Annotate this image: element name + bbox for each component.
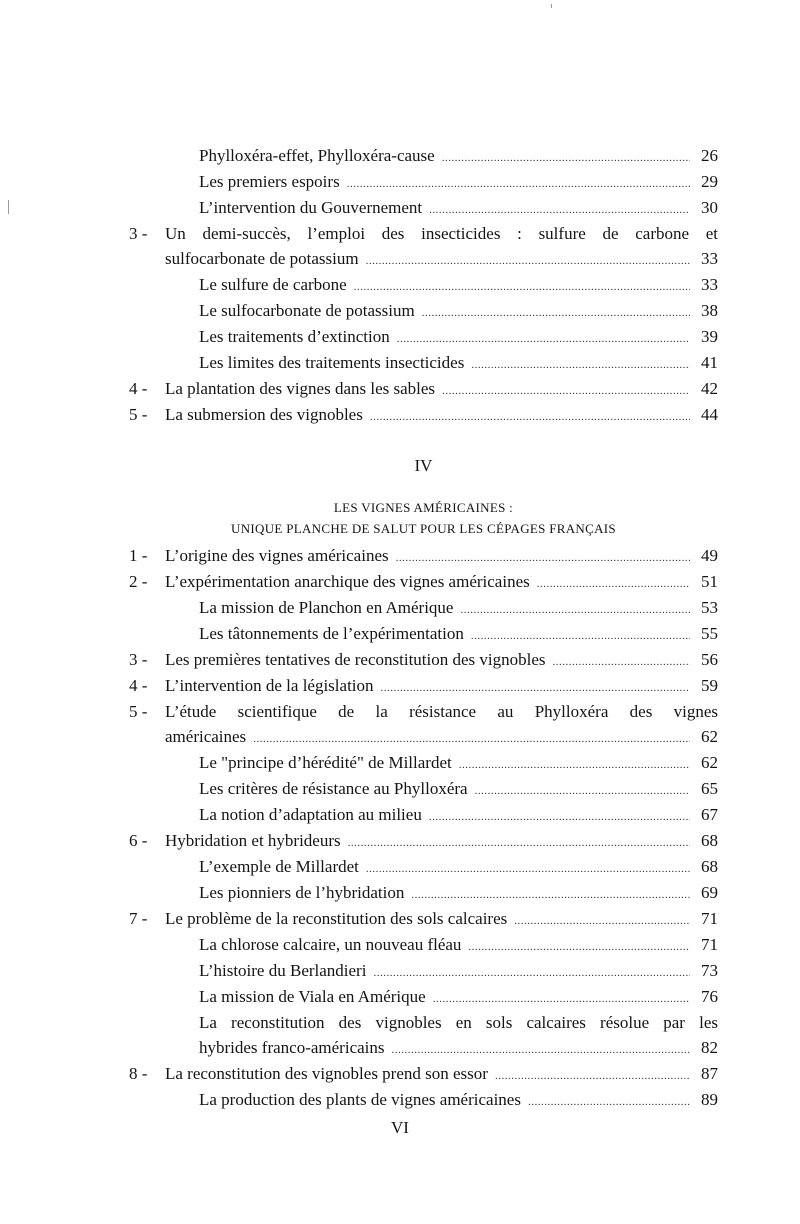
toc-entry-page: 30 bbox=[701, 198, 718, 217]
toc-entry-title: Les premiers espoirs bbox=[199, 172, 340, 191]
toc-entry-title: Les traitements d’extinction bbox=[199, 327, 390, 346]
dot-leader bbox=[442, 146, 690, 171]
toc-entry bbox=[129, 984, 718, 1009]
dot-leader bbox=[475, 779, 690, 804]
toc-entry bbox=[129, 1087, 718, 1112]
toc-entry-number: 3 - bbox=[129, 224, 148, 243]
toc-entry-number: 6 - bbox=[129, 831, 148, 850]
toc-entry-page: 82 bbox=[701, 1038, 718, 1057]
dot-leader bbox=[370, 405, 690, 430]
toc-entry bbox=[129, 298, 718, 323]
toc-entry bbox=[129, 647, 718, 672]
toc-entry-title: américaines bbox=[165, 727, 247, 746]
toc-entry-title: La chlorose calcaire, un nouveau fléau bbox=[199, 935, 462, 954]
toc-entry-title: La plantation des vignes dans les sables bbox=[165, 379, 436, 398]
toc-entry-title: L’exemple de Millardet bbox=[199, 857, 359, 876]
toc-entry-page: 39 bbox=[701, 327, 718, 346]
toc-entry-title: La reconstitution des vignobles prend son essor bbox=[165, 1064, 488, 1083]
toc-entry-page: 65 bbox=[701, 779, 718, 798]
toc-entry-page: 51 bbox=[701, 572, 718, 591]
toc-entry bbox=[129, 1010, 718, 1060]
toc-entry-title: Le "principe d’hérédité" de Millardet bbox=[199, 753, 452, 772]
toc-entry-title: Les premières tentatives de reconstitution des vignobles bbox=[165, 650, 546, 669]
toc-entry bbox=[129, 272, 718, 297]
toc-entry-number: 4 - bbox=[129, 379, 148, 398]
toc-entry bbox=[129, 932, 718, 957]
toc-entry-title: Phylloxéra-effet, Phylloxéra-cause bbox=[199, 146, 435, 165]
toc-entry-title: L’étude scientifique de la résistance au Phylloxéra des vignes bbox=[165, 702, 718, 721]
toc-entry bbox=[129, 828, 718, 853]
toc-entry-page: 56 bbox=[701, 650, 718, 669]
toc-entry-page: 42 bbox=[701, 379, 718, 398]
dot-leader bbox=[347, 172, 690, 197]
toc-entry-title: Le sulfure de carbone bbox=[199, 275, 347, 294]
toc-entry bbox=[129, 802, 718, 827]
toc-entry bbox=[129, 350, 718, 375]
toc-entry-number: 4 - bbox=[129, 676, 148, 695]
toc-entry-title: Les limites des traitements insecticides bbox=[199, 353, 465, 372]
toc-entry-number: 8 - bbox=[129, 1064, 148, 1083]
dot-leader bbox=[459, 753, 690, 778]
toc-entry-title: La production des plants de vignes américaines bbox=[199, 1090, 521, 1109]
toc-entry-page: 68 bbox=[701, 857, 718, 876]
dot-leader bbox=[397, 327, 690, 352]
toc-entry bbox=[129, 854, 718, 879]
toc-entry-page: 71 bbox=[701, 935, 718, 954]
toc-entry bbox=[129, 143, 718, 168]
dot-leader bbox=[442, 379, 690, 404]
toc-entry bbox=[129, 169, 718, 194]
toc-entry-page: 41 bbox=[701, 353, 718, 372]
dot-leader bbox=[366, 249, 690, 274]
dot-leader bbox=[495, 1064, 690, 1089]
toc-entry bbox=[129, 958, 718, 983]
toc-entry-number: 7 - bbox=[129, 909, 148, 928]
toc-entry bbox=[129, 376, 718, 401]
toc-entry-page: 89 bbox=[701, 1090, 718, 1109]
dot-leader bbox=[460, 598, 690, 623]
dot-leader bbox=[514, 909, 690, 934]
dot-leader bbox=[392, 1038, 691, 1063]
dot-leader bbox=[348, 831, 690, 856]
toc-entry-page: 53 bbox=[701, 598, 718, 617]
dot-leader bbox=[411, 883, 690, 908]
dot-leader bbox=[433, 987, 690, 1012]
toc-entry-title: La submersion des vignobles bbox=[165, 405, 363, 424]
toc-entry-title: Hybridation et hybrideurs bbox=[165, 831, 341, 850]
toc-entry-page: 29 bbox=[701, 172, 718, 191]
toc-entry bbox=[129, 543, 718, 568]
toc-entry-title: Les pionniers de l’hybridation bbox=[199, 883, 405, 902]
toc-entry-page: 44 bbox=[701, 405, 718, 424]
dot-leader bbox=[471, 353, 690, 378]
toc-entry-page: 62 bbox=[701, 753, 718, 772]
toc-entry-number: 2 - bbox=[129, 572, 148, 591]
toc-entry bbox=[129, 569, 718, 594]
toc-entry-title: Le problème de la reconstitution des sols calcaires bbox=[165, 909, 508, 928]
toc-entry-title: Un demi-succès, l’emploi des insecticides : sulfure de carbone et bbox=[165, 224, 718, 243]
toc-entry-page: 33 bbox=[701, 275, 718, 294]
toc-entry-number: 5 - bbox=[129, 405, 148, 424]
toc-entry bbox=[129, 195, 718, 220]
toc-entry-number: 1 - bbox=[129, 546, 148, 565]
dot-leader bbox=[354, 275, 690, 300]
toc-entry-page: 33 bbox=[701, 249, 718, 268]
toc-entry-title: Le sulfocarbonate de potassium bbox=[199, 301, 415, 320]
toc-entry-title: L’intervention du Gouvernement bbox=[199, 198, 423, 217]
dot-leader bbox=[429, 805, 690, 830]
toc-entry-title: La mission de Planchon en Amérique bbox=[199, 598, 454, 617]
toc-entry-page: 69 bbox=[701, 883, 718, 902]
dot-leader bbox=[471, 624, 690, 649]
dot-leader bbox=[429, 198, 690, 223]
toc-entry bbox=[129, 880, 718, 905]
toc-entry-number: 5 - bbox=[129, 702, 148, 721]
dot-leader bbox=[396, 546, 690, 571]
toc-entry-page: 68 bbox=[701, 831, 718, 850]
toc-entry-title: L’intervention de la législation bbox=[165, 676, 374, 695]
dot-leader bbox=[528, 1090, 690, 1115]
part-subtitle: UNIQUE PLANCHE DE SALUT POUR LES CÉPAGES FRANÇAIS bbox=[231, 521, 616, 536]
toc-entry-title: Les critères de résistance au Phylloxéra bbox=[199, 779, 468, 798]
toc-entry-page: 71 bbox=[701, 909, 718, 928]
dot-leader bbox=[373, 961, 690, 986]
toc-entry-page: 49 bbox=[701, 546, 718, 565]
dot-leader bbox=[553, 650, 690, 675]
dot-leader bbox=[253, 727, 690, 752]
toc-entry-title: L’origine des vignes américaines bbox=[165, 546, 389, 565]
dot-leader bbox=[537, 572, 690, 597]
part-number: IV bbox=[414, 456, 433, 475]
toc-entry-page: 59 bbox=[701, 676, 718, 695]
dot-leader bbox=[381, 676, 690, 701]
toc-entry bbox=[129, 673, 718, 698]
toc-entry bbox=[129, 1061, 718, 1086]
toc-entry-page: 87 bbox=[701, 1064, 718, 1083]
toc-entry bbox=[129, 324, 718, 349]
toc-entry bbox=[129, 621, 718, 646]
toc-entry-page: 55 bbox=[701, 624, 718, 643]
toc-entry-title: La mission de Viala en Amérique bbox=[199, 987, 426, 1006]
page-number: VI bbox=[391, 1118, 409, 1137]
toc-entry bbox=[129, 402, 718, 427]
part-title: LES VIGNES AMÉRICAINES : bbox=[333, 500, 514, 515]
scan-mark bbox=[551, 4, 552, 8]
toc-entry bbox=[129, 906, 718, 931]
toc-entry bbox=[129, 595, 718, 620]
scan-mark bbox=[8, 200, 9, 214]
toc-entry-title: Les tâtonnements de l’expérimentation bbox=[199, 624, 464, 643]
toc-entry-page: 62 bbox=[701, 727, 718, 746]
toc-entry bbox=[129, 750, 718, 775]
toc-entry-title: L’histoire du Berlandieri bbox=[199, 961, 367, 980]
toc-entry-page: 26 bbox=[701, 146, 718, 165]
toc-entry-page: 67 bbox=[701, 805, 718, 824]
dot-leader bbox=[422, 301, 690, 326]
toc-entry bbox=[129, 221, 718, 271]
toc-entry-title: hybrides franco-américains bbox=[199, 1038, 385, 1057]
toc-entry-title: La reconstitution des vignobles en sols calcaires résolue par les bbox=[199, 1013, 718, 1032]
dot-leader bbox=[366, 857, 690, 882]
toc-entry-page: 38 bbox=[701, 301, 718, 320]
toc-entry-title: L’expérimentation anarchique des vignes américaines bbox=[165, 572, 530, 591]
toc-entry-title: sulfocarbonate de potassium bbox=[165, 249, 359, 268]
toc-entry bbox=[129, 776, 718, 801]
toc-entry-title: La notion d’adaptation au milieu bbox=[199, 805, 422, 824]
dot-leader bbox=[468, 935, 690, 960]
toc-entry-page: 73 bbox=[701, 961, 718, 980]
toc-entry-page: 76 bbox=[701, 987, 718, 1006]
toc-entry-number: 3 - bbox=[129, 650, 148, 669]
toc-entry bbox=[129, 699, 718, 749]
